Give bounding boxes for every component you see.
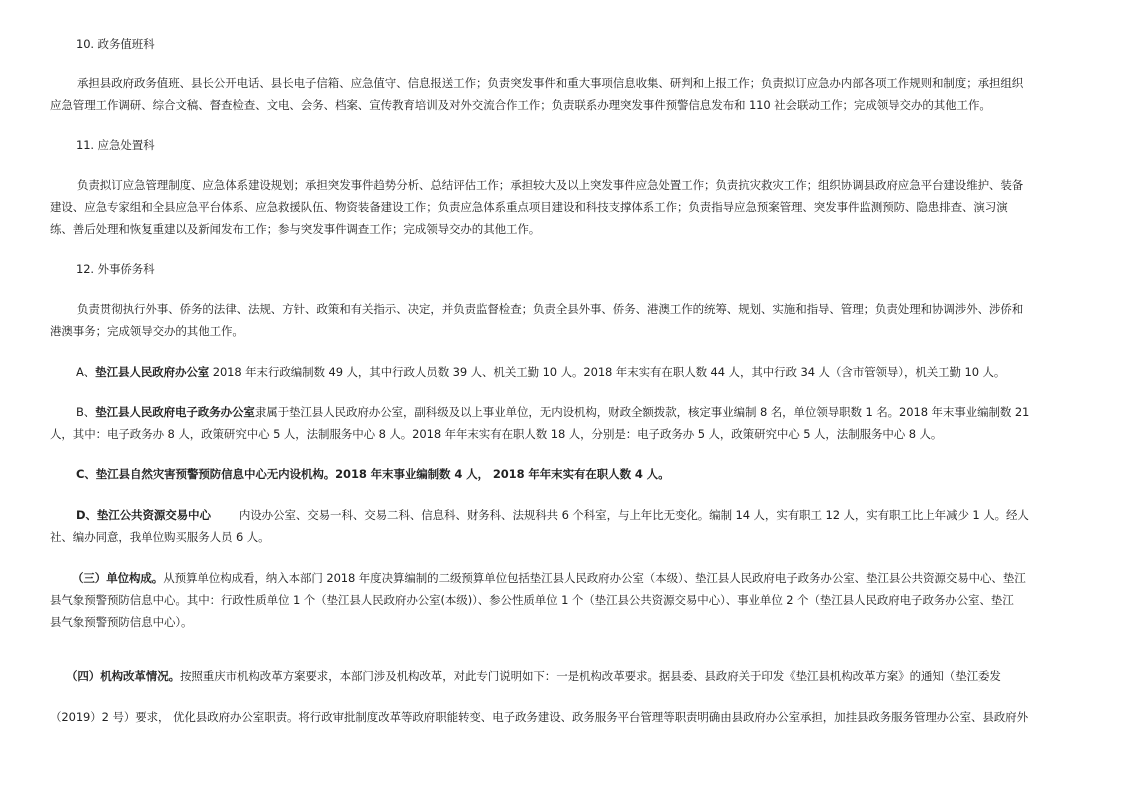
paragraph-12 <box>50 298 1023 342</box>
section-4-line-1 <box>66 665 1001 687</box>
unit-a-prefix: A、 <box>76 365 96 379</box>
paragraph-10-line-2: 应急管理工作调研、综合文稿、督查检查、文电、会务、档案、宣传教育培训及对外交流合作工作；负责联系办理突发事件预警信息发布和 110 社会联动工作；完成领导交办的其他工作。 <box>50 98 991 112</box>
unit-b-line-2: 人，其中：电子政务办 8 人，政策研究中心 5 人，法制服务中心 8 人。2018 年年末实有在职人数 18 人，分别是：电子政务办 5 人，政策研究中心 5 人，法制服务中心 8 人。 <box>50 427 943 441</box>
section-3-text-1: 从预算单位构成看，纳入本部门 2018 年度决算编制的二级预算单位包括垫江县人民政府办公室（本级）、垫江县人民政府电子政务办公室、垫江县公共资源交易中心、垫江 <box>163 571 1026 585</box>
section-3-paragraph <box>50 567 1026 633</box>
paragraph-10-line-1: 承担县政府政务值班、县长公开电话、县长电子信箱、应急值守、信息报送工作；负责突发事件和重大事项信息收集、研判和上报工作；负责拟订应急办内部各项工作规则和制度；承担组织 <box>77 76 1024 90</box>
unit-c-paragraph: C、垫江县自然灾害预警预防信息中心无内设机构。2018 年末事业编制数 4 人， 2018 年年末实有在职人数 4 人。 <box>76 467 670 481</box>
section-4-heading: （四）机构改革情况。 <box>66 669 180 683</box>
paragraph-11-line-2: 建设、应急专家组和全县应急平台体系、应急救援队伍、物资装备建设工作；负责应急体系重点项目建设和科技支撑体系工作；负责指导应急预案管理、突发事件监测预防、隐患排查、演习演 <box>50 200 1008 214</box>
paragraph-11-line-1: 负责拟订应急管理制度、应急体系建设规划；承担突发事件趋势分析、总结评估工作；承担较大及以上突发事件应急处置工作；负责抗灾救灾工作；组织协调县政府应急平台建设维护、装备 <box>77 178 1024 192</box>
section-heading-10: 10. 政务值班科 <box>76 37 155 51</box>
section-heading-11: 11. 应急处置科 <box>76 138 155 152</box>
unit-b-prefix: B、 <box>76 405 96 419</box>
section-heading-12: 12. 外事侨务科 <box>76 262 155 276</box>
unit-d-line-1 <box>50 504 1029 526</box>
section-3-line-1 <box>50 567 1026 589</box>
paragraph-10 <box>50 72 1023 116</box>
unit-b-line-1 <box>50 401 1029 423</box>
section-4-line-2: （2019）2 号）要求， 优化县政府办公室职责。将行政审批制度改革等政府职能转变、电子政务建设、政务服务平台管理等职责明确由县政府办公室承担，加挂县政务服务管理办公室、县政府外 <box>50 710 1028 724</box>
unit-a-text: 2018 年末行政编制数 49 人，其中行政人员数 39 人、机关工勤 10 人。2018 年末实有在职人数 44 人，其中行政 34 人（含市管领导），机关工勤 10 人。 <box>209 365 1006 379</box>
section-3-heading: （三）单位构成。 <box>72 571 164 585</box>
paragraph-12-line-2: 港澳事务；完成领导交办的其他工作。 <box>50 324 244 338</box>
unit-b-paragraph <box>50 401 1029 445</box>
section-4-text-1: 按照重庆市机构改革方案要求，本部门涉及机构改革，对此专门说明如下：一是机构改革要求。据县委、县政府关于印发《垫江县机构改革方案》的通知（垫江委发 <box>180 669 1001 683</box>
paragraph-12-line-1: 负责贯彻执行外事、侨务的法律、法规、方针、政策和有关指示、决定，并负责监督检查；负责全县外事、侨务、港澳工作的统筹、规划、实施和指导、管理；负责处理和协调涉外、涉侨和 <box>77 302 1024 316</box>
unit-a-paragraph <box>76 361 1005 383</box>
section-3-line-3: 县气象预警预防信息中心）。 <box>50 615 193 629</box>
unit-b-text-1: 隶属于垫江县人民政府办公室，副科级及以上事业单位，无内设机构，财政全额拨款，核定事业编制 8 名，单位领导职数 1 名。2018 年末事业编制数 21 <box>254 405 1030 419</box>
unit-a-name: 垫江县人民政府办公室 <box>95 365 210 379</box>
unit-d-text-1: 内设办公室、交易一科、交易二科、信息科、财务科、法规科共 6 个科室，与上年比无变化。编制 14 人，实有职工 12 人，实有职工比上年减少 1 人。经人 <box>238 508 1029 522</box>
paragraph-11 <box>50 174 1023 240</box>
unit-d-line-2: 社、编办同意，我单位购买服务人员 6 人。 <box>50 530 270 544</box>
unit-d-prefix: D、 <box>76 508 97 522</box>
paragraph-11-line-3: 练、善后处理和恢复重建以及新闻发布工作；参与突发事件调查工作；完成领导交办的其他工作。 <box>50 222 541 236</box>
section-3-line-2: 县气象预警预防信息中心。其中：行政性质单位 1 个（垫江县人民政府办公室(本级)）、参公性质单位 1 个（垫江县公共资源交易中心）、事业单位 2 个（垫江县人民政府电子政务办公室、垫江 <box>50 593 1014 607</box>
unit-b-name: 垫江县人民政府电子政务办公室 <box>95 405 255 419</box>
unit-d-paragraph <box>50 504 1029 548</box>
unit-d-name: 垫江公共资源交易中心 <box>96 508 211 522</box>
